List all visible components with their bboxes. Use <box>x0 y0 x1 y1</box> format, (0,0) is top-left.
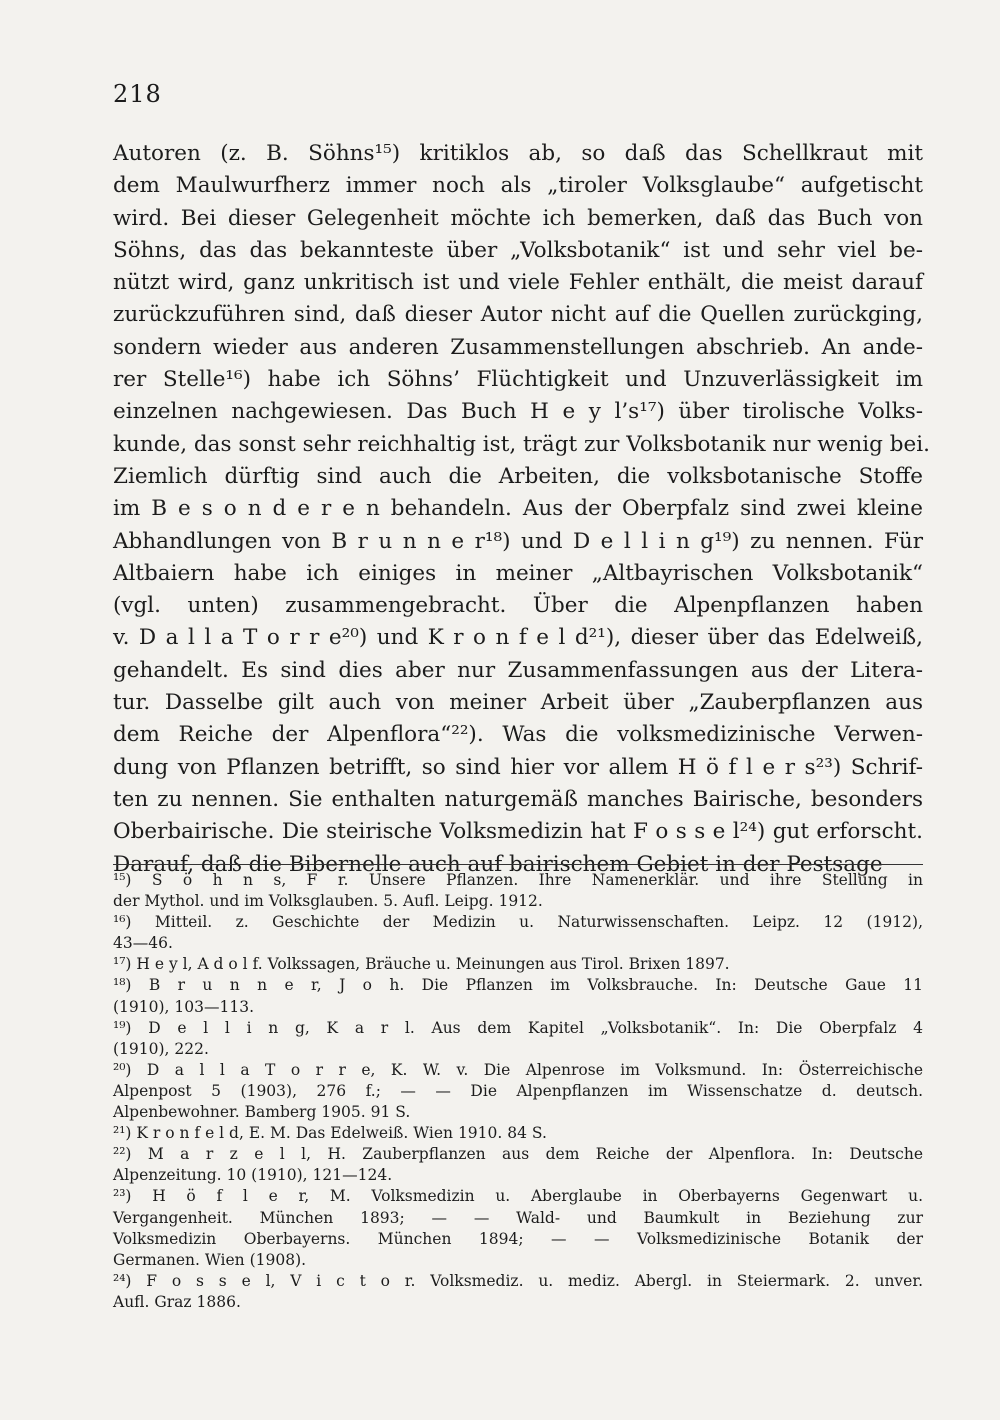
footnote-line: ²¹) K r o n f e l d, E. M. Das Edelweiß. Wien 1910. 84 S. <box>113 1124 547 1143</box>
text-line: Söhns, das das bekannteste über „Volksbotanik“ ist und sehr viel be- <box>113 237 923 263</box>
text-line: gehandelt. Es sind dies aber nur Zusammenfassungen aus der Litera- <box>113 657 923 683</box>
footnote-line: der Mythol. und im Volksglauben. 5. Aufl. Leipg. 1912. <box>113 892 543 911</box>
text-line: sondern wieder aus anderen Zusammenstellungen abschrieb. An ande- <box>113 334 923 360</box>
footnote-line: ¹⁷) H e y l, A d o l f. Volkssagen, Bräuche u. Meinungen aus Tirol. Brixen 1897. <box>113 955 730 974</box>
footnote-line: Germanen. Wien (1908). <box>113 1250 307 1269</box>
text-line: ten zu nennen. Sie enthalten naturgemäß manches Bairische, besonders <box>113 786 923 812</box>
text-line: Abhandlungen von B r u n n e r¹⁸) und D e l l i n g¹⁹) zu nennen. Für <box>113 528 923 554</box>
footnote-line: Aufl. Graz 1886. <box>113 1292 241 1311</box>
text-line: dung von Pflanzen betrifft, so sind hier vor allem H ö f l e r s²³) Schrif- <box>113 754 923 780</box>
footnote-line: Vergangenheit. München 1893; — — Wald- und Baumkult in Beziehung zur <box>113 1208 923 1227</box>
text-line: wird. Bei dieser Gelegenheit möchte ich bemerken, daß das Buch von <box>113 205 923 231</box>
footnote-divider <box>113 864 923 865</box>
text-line: Ziemlich dürftig sind auch die Arbeiten, die volksbotanische Stoffe <box>113 463 923 489</box>
footnote-line: ²²) M a r z e l l, H. Zauberpflanzen aus dem Reiche der Alpenflora. In: Deutsche <box>113 1145 923 1164</box>
text-line: Oberbairische. Die steirische Volksmedizin hat F o s s e l²⁴) gut erforscht. <box>113 819 923 845</box>
text-line: (vgl. unten) zusammengebracht. Über die Alpenpflanzen haben <box>113 593 923 619</box>
footnote-line: ¹⁵) S ö h n s, F r. Unsere Pflanzen. Ihre Namenerklär. und ihre Stellung in <box>113 871 923 889</box>
text-line: nützt wird, ganz unkritisch ist und viele Fehler enthält, die meist darauf <box>113 270 923 296</box>
text-line: zurückzuführen sind, daß dieser Autor nicht auf die Quellen zurückging, <box>113 302 923 328</box>
footnote-line: Alpenpost 5 (1903), 276 f.; — — Die Alpenpflanzen im Wissenschatze d. deutsch. <box>113 1081 923 1100</box>
footnote-line: ²³) H ö f l e r, M. Volksmedizin u. Aberglaube in Oberbayerns Gegenwart u. <box>113 1187 923 1206</box>
footnote-line: Alpenbewohner. Bamberg 1905. 91 S. <box>113 1103 411 1122</box>
footnote-line: (1910), 103—113. <box>113 997 254 1016</box>
text-line: Autoren (z. B. Söhns¹⁵) kritiklos ab, so daß das Schellkraut mit <box>113 141 923 166</box>
text-line: Altbaiern habe ich einiges in meiner „Altbayrischen Volksbotanik“ <box>113 560 923 586</box>
footnotes <box>113 870 923 1313</box>
text-line: Darauf, daß die Bibernelle auch auf bairischem Gebiet in der Pestsage <box>113 851 883 877</box>
footnote-line: 43—46. <box>113 934 173 953</box>
page-number: 218 <box>113 80 162 108</box>
text-line: tur. Dasselbe gilt auch von meiner Arbeit über „Zauberpflanzen aus <box>113 690 923 716</box>
text-line: einzelnen nachgewiesen. Das Buch H e y l’s¹⁷) über tirolische Volks- <box>113 399 923 425</box>
footnote-line: ²⁰) D a l l a T o r r e, K. W. v. Die Alpenrose im Volksmund. In: Österreichische <box>113 1060 923 1079</box>
text-line: dem Reiche der Alpenflora“²²). Was die volksmedizinische Verwen- <box>113 722 923 748</box>
footnote-line: (1910), 222. <box>113 1039 209 1058</box>
text-line: v. D a l l a T o r r e²⁰) und K r o n f e l d²¹), dieser über das Edelweiß, <box>113 625 923 651</box>
footnote-line: Volksmedizin Oberbayerns. München 1894; — — Volksmedizinische Botanik der <box>113 1229 923 1248</box>
footnote-line: ¹⁶) Mitteil. z. Geschichte der Medizin u. Naturwissenschaften. Leipz. 12 (1912), <box>113 913 923 932</box>
footnote-line: ²⁴) F o s s e l, V i c t o r. Volksmediz. u. mediz. Abergl. in Steiermark. 2. unver. <box>113 1271 923 1290</box>
text-line: im B e s o n d e r e n behandeln. Aus der Oberpfalz sind zwei kleine <box>113 496 923 522</box>
footnote-line: Alpenzeitung. 10 (1910), 121—124. <box>113 1166 393 1185</box>
text-line: kunde, das sonst sehr reichhaltig ist, trägt zur Volksbotanik nur wenig bei. <box>113 431 930 457</box>
footnote-line: ¹⁹) D e l l i n g, K a r l. Aus dem Kapitel „Volksbotanik“. In: Die Oberpfalz 4 <box>113 1018 923 1037</box>
text-line: dem Maulwurfherz immer noch als „tiroler Volksglaube“ aufgetischt <box>113 173 923 199</box>
text-line: rer Stelle¹⁶) habe ich Söhns’ Flüchtigkeit und Unzuverlässigkeit im <box>113 367 923 393</box>
main-text <box>113 138 930 881</box>
footnote-line: ¹⁸) B r u n n e r, J o h. Die Pflanzen im Volksbrauche. In: Deutsche Gaue 11 <box>113 976 923 995</box>
